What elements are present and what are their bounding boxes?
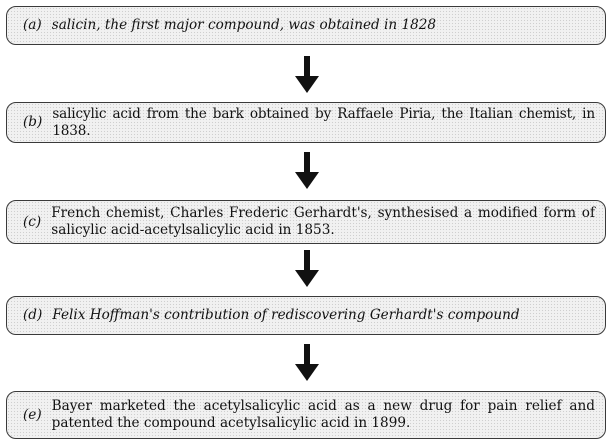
step-box-a (6, 6, 606, 45)
step-label: (b) (23, 114, 43, 130)
step-label: (c) (23, 213, 42, 230)
step-text: salicin, the first major compound, was obtained in 1828 (51, 17, 437, 33)
step-text: Bayer marketed the acetylsalicylic acid as a new drug for pain relief and patented the compound acetylsalicylic acid in 1899. (51, 398, 595, 431)
step-label: (a) (23, 17, 42, 33)
down-arrow-icon (287, 250, 327, 288)
step-box-e (6, 391, 606, 439)
step-text: salicylic acid from the bark obtained by Raffaele Piria, the Italian chemist, in 1838. (52, 105, 595, 139)
step-box-d (6, 296, 606, 335)
down-arrow-icon (287, 56, 327, 94)
step-text: French chemist, Charles Frederic Gerhardt's, synthesised a modified form of salicylic acid-acetylsalicylic acid in 1853. (51, 205, 595, 238)
down-arrow-icon (287, 344, 327, 382)
step-label: (d) (23, 307, 43, 323)
step-box-b (6, 102, 606, 143)
step-label: (e) (23, 406, 42, 423)
step-text: Felix Hoffman's contribution of rediscovering Gerhardt's compound (52, 307, 520, 323)
down-arrow-icon (287, 152, 327, 190)
step-box-c (6, 200, 606, 244)
